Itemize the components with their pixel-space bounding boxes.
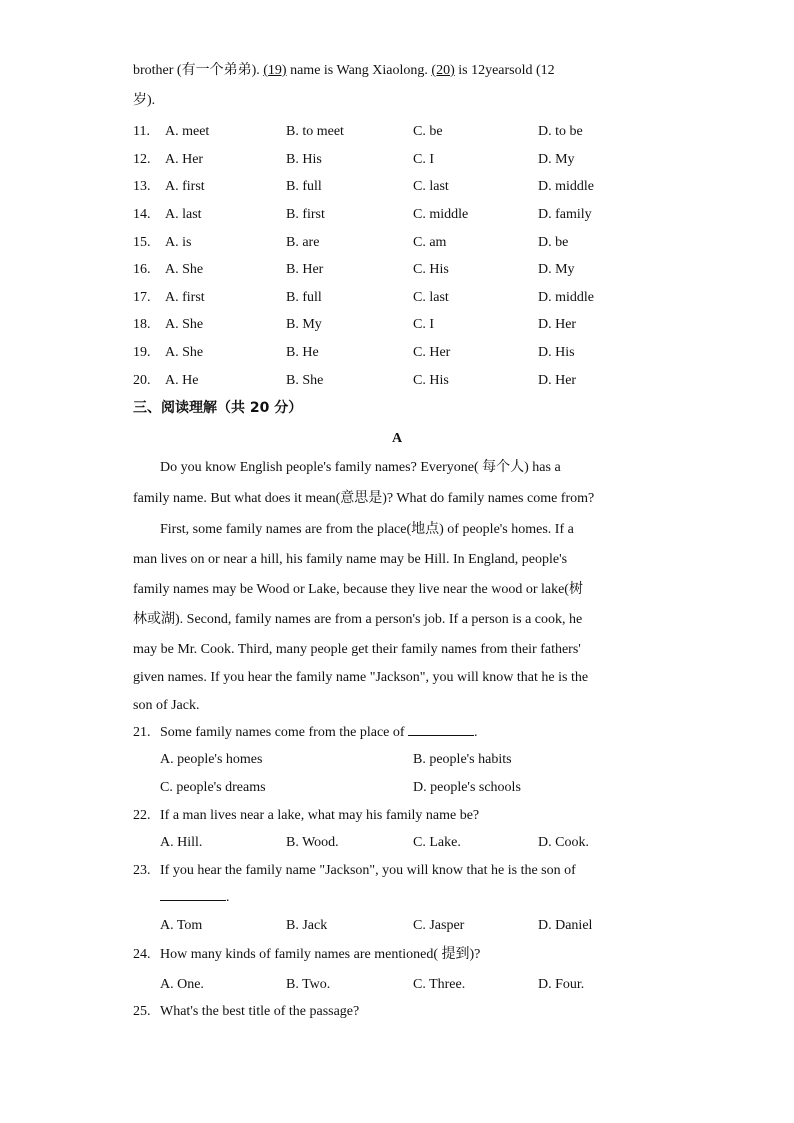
option-row [0, 916, 794, 936]
answer-option-d[interactable]: D. Cook. [538, 835, 589, 850]
cloze-question-row [0, 343, 794, 363]
answer-option-a[interactable]: A. is [165, 235, 192, 250]
answer-blank-line [160, 888, 230, 908]
answer-option-a[interactable]: A. Her [165, 152, 204, 167]
answer-option-b[interactable]: B. full [286, 179, 322, 194]
option-row [0, 975, 794, 995]
reading-question-row [0, 861, 794, 881]
question-stem: If a man lives near a lake, what may his family name be? [160, 808, 480, 823]
answer-option-c[interactable]: C. Her [413, 345, 451, 360]
cloze-question-row [0, 288, 794, 308]
question-number: 22. [133, 808, 151, 823]
question-stem-continuation [0, 888, 794, 908]
answer-option-b[interactable]: B. Her [286, 262, 324, 277]
cloze-question-row [0, 205, 794, 225]
answer-option-b[interactable]: B. people's habits [413, 752, 512, 767]
question-number: 25. [133, 1004, 151, 1019]
cloze-question-row [0, 122, 794, 142]
answer-option-a[interactable]: A. first [165, 179, 205, 194]
answer-option-c[interactable]: C. I [413, 317, 434, 332]
answer-option-d[interactable]: D. people's schools [413, 780, 521, 795]
question-number: 14. [133, 207, 151, 222]
answer-option-b[interactable]: B. Two. [286, 977, 331, 992]
blank-20: (20) [431, 63, 455, 78]
answer-option-b[interactable]: B. Wood. [286, 835, 339, 850]
option-row [0, 778, 794, 798]
option-row [0, 750, 794, 770]
passage-line: given names. If you hear the family name "Jackson", you will know that he is the [133, 670, 589, 685]
answer-option-b[interactable]: B. to meet [286, 124, 344, 139]
question-number: 24. [133, 947, 151, 962]
text-segment: name is Wang Xiaolong. [286, 63, 432, 78]
cloze-question-row [0, 233, 794, 253]
answer-option-c[interactable]: C. be [413, 124, 443, 139]
answer-option-b[interactable]: B. Jack [286, 918, 328, 933]
answer-option-b[interactable]: B. She [286, 373, 324, 388]
passage-line: family name. But what does it mean(意思是)? What do family names come from? [133, 491, 595, 506]
passage-continuation-line: 岁). [133, 93, 156, 108]
passage-line: man lives on or near a hill, his family name may be Hill. In England, people's [133, 552, 568, 567]
answer-option-a[interactable]: A. She [165, 345, 204, 360]
answer-option-c[interactable]: C. am [413, 235, 447, 250]
question-stem: What's the best title of the passage? [160, 1004, 360, 1019]
question-number: 12. [133, 152, 151, 167]
question-number: 17. [133, 290, 151, 305]
question-number: 23. [133, 863, 151, 878]
answer-option-d[interactable]: D. Daniel [538, 918, 593, 933]
answer-blank [408, 723, 474, 736]
answer-option-d[interactable]: D. middle [538, 290, 594, 305]
option-row [0, 833, 794, 853]
question-stem: How many kinds of family names are mentioned( 提到)? [160, 947, 481, 962]
question-number: 19. [133, 345, 151, 360]
answer-blank [160, 888, 226, 901]
text-segment: is 12yearsold (12 [454, 63, 555, 78]
stem-end: . [474, 725, 478, 740]
answer-option-d[interactable]: D. to be [538, 124, 583, 139]
cloze-question-row [0, 371, 794, 391]
blank-19: (19) [263, 63, 287, 78]
answer-option-d[interactable]: D. be [538, 235, 569, 250]
answer-option-c[interactable]: C. Jasper [413, 918, 465, 933]
answer-option-d[interactable]: D. Her [538, 373, 577, 388]
answer-option-d[interactable]: D. middle [538, 179, 594, 194]
answer-option-b[interactable]: B. My [286, 317, 322, 332]
question-number: 11. [133, 124, 150, 139]
passage-line: may be Mr. Cook. Third, many people get their family names from their fathers' [133, 642, 581, 657]
answer-option-c[interactable]: C. last [413, 179, 449, 194]
passage-line: Do you know English people's family names? Everyone( 每个人) has a [160, 460, 561, 475]
stem-end: . [226, 890, 230, 905]
answer-option-a[interactable]: A. first [165, 290, 205, 305]
cloze-question-row [0, 150, 794, 170]
passage-continuation-line [133, 61, 555, 81]
question-stem [160, 723, 478, 743]
answer-option-b[interactable]: B. first [286, 207, 325, 222]
answer-option-a[interactable]: A. Tom [160, 918, 203, 933]
question-number: 20. [133, 373, 151, 388]
answer-option-d[interactable]: D. family [538, 207, 592, 222]
answer-option-a[interactable]: A. last [165, 207, 202, 222]
passage-line: First, some family names are from the place(地点) of people's homes. If a [160, 522, 574, 537]
question-number: 13. [133, 179, 151, 194]
question-number: 21. [133, 725, 151, 740]
answer-option-c[interactable]: C. Three. [413, 977, 466, 992]
answer-option-d[interactable]: D. His [538, 345, 575, 360]
answer-option-c[interactable]: C. His [413, 373, 449, 388]
passage-line: family names may be Wood or Lake, because they live near the wood or lake(树 [133, 582, 583, 597]
answer-option-b[interactable]: B. full [286, 290, 322, 305]
reading-question-row [0, 945, 794, 965]
section-title: 三、阅读理解（共 20 分） [133, 400, 303, 416]
answer-option-a[interactable]: A. One. [160, 977, 204, 992]
reading-question-row [0, 1002, 794, 1022]
passage-line: son of Jack. [133, 698, 200, 713]
answer-option-c[interactable]: C. people's dreams [160, 780, 266, 795]
question-number: 18. [133, 317, 151, 332]
cloze-question-row [0, 315, 794, 335]
reading-question-row [0, 806, 794, 826]
answer-option-a[interactable]: A. He [165, 373, 199, 388]
answer-option-d[interactable]: D. My [538, 262, 575, 277]
answer-option-c[interactable]: C. middle [413, 207, 469, 222]
cloze-question-row [0, 260, 794, 280]
answer-option-a[interactable]: A. Hill. [160, 835, 203, 850]
answer-option-c[interactable]: C. His [413, 262, 449, 277]
stem-text: Some family names come from the place of [160, 725, 409, 740]
reading-question-row [0, 723, 794, 743]
answer-option-d[interactable]: D. My [538, 152, 575, 167]
question-number: 16. [133, 262, 151, 277]
answer-option-a[interactable]: A. meet [165, 124, 210, 139]
answer-option-c[interactable]: C. Lake. [413, 835, 461, 850]
question-stem: If you hear the family name "Jackson", you will know that he is the son of [160, 863, 576, 878]
passage-line: 林或湖). Second, family names are from a person's job. If a person is a cook, he [133, 612, 583, 627]
answer-option-b[interactable]: B. are [286, 235, 320, 250]
cloze-question-row [0, 177, 794, 197]
answer-option-a[interactable]: A. people's homes [160, 752, 263, 767]
answer-option-a[interactable]: A. She [165, 262, 204, 277]
answer-option-b[interactable]: B. He [286, 345, 319, 360]
question-number: 15. [133, 235, 151, 250]
answer-option-d[interactable]: D. Her [538, 317, 577, 332]
text-segment: brother (有一个弟弟). [133, 63, 264, 78]
answer-option-b[interactable]: B. His [286, 152, 322, 167]
answer-option-a[interactable]: A. She [165, 317, 204, 332]
answer-option-d[interactable]: D. Four. [538, 977, 585, 992]
answer-option-c[interactable]: C. last [413, 290, 449, 305]
answer-option-c[interactable]: C. I [413, 152, 434, 167]
passage-label: A [391, 431, 403, 446]
